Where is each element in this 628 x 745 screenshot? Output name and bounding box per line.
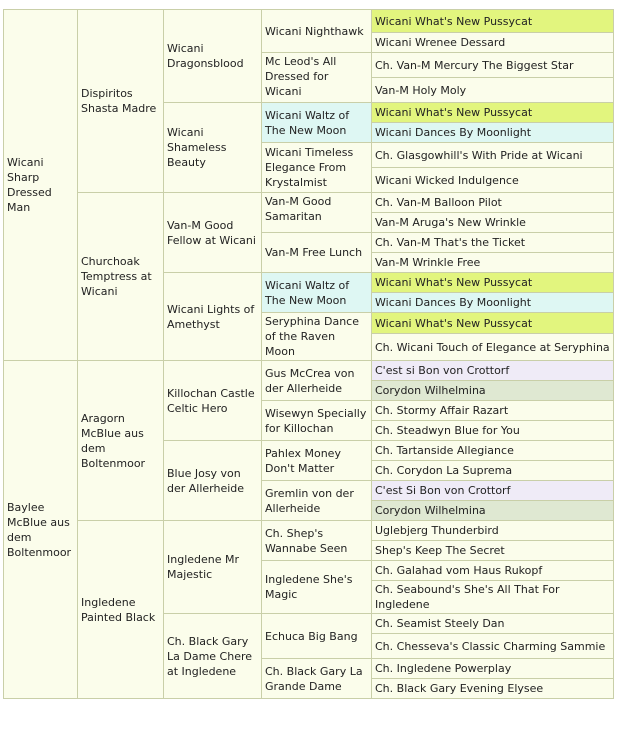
gen5-ancestor[interactable]: Ch. Galahad vom Haus Rukopf [372, 561, 614, 581]
gen1-dam[interactable]: Baylee McBlue aus dem Boltenmoor [4, 361, 78, 699]
gen5-ancestor[interactable]: C'est Si Bon von Crottorf [372, 481, 614, 501]
gen5-ancestor[interactable]: Ch. Glasgowhill's With Pride at Wicani [372, 143, 614, 168]
gen3-ancestor[interactable]: Killochan Castle Celtic Hero [164, 361, 262, 441]
gen5-ancestor[interactable]: Ch. Van-M Balloon Pilot [372, 193, 614, 213]
gen3-ancestor[interactable]: Wicani Lights of Amethyst [164, 273, 262, 361]
gen3-ancestor[interactable]: Blue Josy von der Allerheide [164, 441, 262, 521]
gen5-ancestor[interactable]: C'est si Bon von Crottorf [372, 361, 614, 381]
gen5-ancestor[interactable]: Corydon Wilhelmina [372, 381, 614, 401]
gen5-ancestor[interactable]: Uglebjerg Thunderbird [372, 521, 614, 541]
gen3-ancestor[interactable]: Ingledene Mr Majestic [164, 521, 262, 614]
gen4-ancestor[interactable]: Van-M Free Lunch [262, 233, 372, 273]
gen5-ancestor[interactable]: Wicani What's New Pussycat [372, 10, 614, 33]
gen4-ancestor[interactable]: Echuca Big Bang [262, 614, 372, 659]
gen5-ancestor[interactable]: Ch. Black Gary Evening Elysee [372, 679, 614, 699]
gen2-ancestor[interactable]: Churchoak Temptress at Wicani [78, 193, 164, 361]
gen4-ancestor[interactable]: Gus McCrea von der Allerheide [262, 361, 372, 401]
gen4-ancestor[interactable]: Pahlex Money Don't Matter [262, 441, 372, 481]
gen2-ancestor[interactable]: Aragorn McBlue aus dem Boltenmoor [78, 361, 164, 521]
gen5-ancestor[interactable]: Wicani Dances By Moonlight [372, 123, 614, 143]
gen5-ancestor[interactable]: Wicani What's New Pussycat [372, 103, 614, 123]
gen5-ancestor[interactable]: Van-M Aruga's New Wrinkle [372, 213, 614, 233]
gen5-ancestor[interactable]: Wicani Wrenee Dessard [372, 33, 614, 53]
gen5-ancestor[interactable]: Ch. Wicani Touch of Elegance at Seryphina [372, 334, 614, 361]
gen4-ancestor[interactable]: Wicani Timeless Elegance From Krystalmist [262, 143, 372, 193]
gen5-ancestor[interactable]: Van-M Holy Moly [372, 78, 614, 103]
gen5-ancestor[interactable]: Ch. Van-M That's the Ticket [372, 233, 614, 253]
gen5-ancestor[interactable]: Ch. Corydon La Suprema [372, 461, 614, 481]
gen5-ancestor[interactable]: Wicani Dances By Moonlight [372, 293, 614, 313]
gen4-ancestor[interactable]: Ch. Shep's Wannabe Seen [262, 521, 372, 561]
gen4-ancestor[interactable]: Wicani Waltz of The New Moon [262, 103, 372, 143]
gen5-ancestor[interactable]: Ch. Steadwyn Blue for You [372, 421, 614, 441]
gen3-sire-sire[interactable]: Wicani Dragonsblood [164, 10, 262, 103]
gen5-ancestor[interactable]: Shep's Keep The Secret [372, 541, 614, 561]
gen4-ancestor[interactable]: Ch. Black Gary La Grande Dame [262, 659, 372, 699]
gen5-ancestor[interactable]: Corydon Wilhelmina [372, 501, 614, 521]
gen4-ancestor[interactable]: Van-M Good Samaritan [262, 193, 372, 233]
gen5-ancestor[interactable]: Ch. Seabound's She's All That For Ingledene [372, 581, 614, 614]
gen5-ancestor[interactable]: Wicani What's New Pussycat [372, 273, 614, 293]
gen5-ancestor[interactable]: Ch. Tartanside Allegiance [372, 441, 614, 461]
gen2-ancestor[interactable]: Ingledene Painted Black [78, 521, 164, 699]
gen3-ancestor[interactable]: Van-M Good Fellow at Wicani [164, 193, 262, 273]
gen4-ancestor[interactable]: Mc Leod's All Dressed for Wicani [262, 53, 372, 103]
gen5-ancestor[interactable]: Ch. Stormy Affair Razart [372, 401, 614, 421]
gen3-ancestor[interactable]: Wicani Shameless Beauty [164, 103, 262, 193]
gen5-ancestor[interactable]: Ch. Seamist Steely Dan [372, 614, 614, 634]
gen5-ancestor[interactable]: Ch. Chesseva's Classic Charming Sammie [372, 634, 614, 659]
gen4-ancestor[interactable]: Wicani Waltz of The New Moon [262, 273, 372, 313]
gen5-ancestor[interactable]: Wicani Wicked Indulgence [372, 168, 614, 193]
gen5-ancestor[interactable]: Ch. Van-M Mercury The Biggest Star [372, 53, 614, 78]
gen3-ancestor[interactable]: Ch. Black Gary La Dame Chere at Ingledene [164, 614, 262, 699]
gen2-sire[interactable]: Dispiritos Shasta Madre [78, 10, 164, 193]
gen4-ancestor[interactable]: Ingledene She's Magic [262, 561, 372, 614]
gen4-ancestor[interactable]: Wicani Nighthawk [262, 10, 372, 53]
gen1-sire[interactable]: Wicani Sharp Dressed Man [4, 10, 78, 361]
gen4-ancestor[interactable]: Seryphina Dance of the Raven Moon [262, 313, 372, 361]
gen4-ancestor[interactable]: Gremlin von der Allerheide [262, 481, 372, 521]
gen5-ancestor[interactable]: Van-M Wrinkle Free [372, 253, 614, 273]
gen5-ancestor[interactable]: Ch. Ingledene Powerplay [372, 659, 614, 679]
gen4-ancestor[interactable]: Wisewyn Specially for Killochan [262, 401, 372, 441]
pedigree-table [3, 9, 614, 699]
gen5-ancestor[interactable]: Wicani What's New Pussycat [372, 313, 614, 334]
